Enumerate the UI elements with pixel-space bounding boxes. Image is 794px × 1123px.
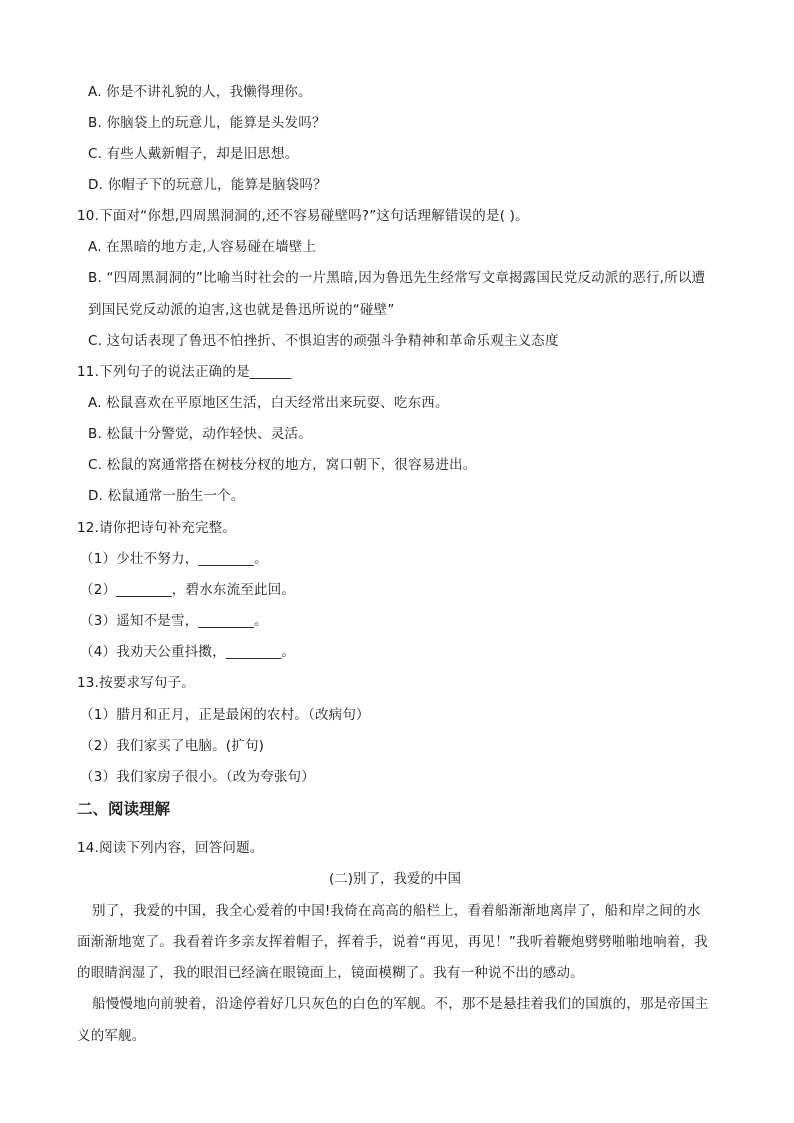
q9-option-b: B. 你脑袋上的玩意儿，能算是头发吗？ [88, 115, 326, 131]
q12-item-3: （3）遥知不是雪，________。 [80, 613, 268, 629]
passage-line-5: 义的军舰。 [77, 1028, 146, 1044]
passage-line-1: 别了，我爱的中国，我全心爱着的中国!我倚在高高的船栏上，看着船渐渐地离岸了，船和岸之间的水 [92, 903, 701, 919]
q12-item-4: （4）我劝天公重抖擞，________。 [80, 644, 296, 660]
passage-line-2: 面渐渐地宽了。我看着许多亲友挥着帽子，挥着手，说着“再见，再见！”我听着鞭炮劈劈啪啪地响着，我 [77, 934, 708, 950]
q13-item-3: （3）我们家房子很小。（改为夸张句） [80, 769, 315, 785]
q9-option-a: A. 你是不讲礼貌的人，我懒得理你。 [88, 84, 312, 100]
q10-option-c: C. 这句话表现了鲁迅不怕挫折、不惧迫害的顽强斗争精神和革命乐观主义态度 [88, 333, 559, 349]
q11-option-b: B. 松鼠十分警觉，动作轻快、灵活。 [88, 426, 312, 442]
passage-title-text: (二)别了，我爱的中国 [328, 871, 462, 887]
q10-option-b: B. “四周黑洞洞的”比喻当时社会的一片黑暗,因为鲁迅先生经常写文章揭露国民党反动派的恶行,所以遭 [88, 270, 706, 286]
q12-stem: 12.请你把诗句补充完整。 [77, 520, 237, 536]
section-title-reading: 二、阅读理解 [77, 800, 171, 818]
q11-option-c: C. 松鼠的窝通常搭在树枝分杈的地方，窝口朝下，很容易进出。 [88, 457, 477, 473]
q12-item-2: （2）________，碧水东流至此回。 [80, 582, 296, 598]
q11-option-d: D. 松鼠通常一胎生一个。 [88, 488, 245, 504]
q10-option-a: A. 在黑暗的地方走,人容易碰在墙壁上 [88, 239, 317, 255]
passage-title [0, 869, 794, 889]
q11-stem: 11.下列句子的说法正确的是______ [77, 364, 292, 380]
q10-option-b-cont: 到国民党反动派的迫害,这也就是鲁迅所说的“碰壁” [88, 302, 395, 318]
q10-stem: 10.下面对“你想,四周黑洞洞的,还不容易碰壁吗?”这句话理解错误的是( )。 [77, 208, 529, 224]
q14-stem: 14.阅读下列内容，回答问题。 [77, 840, 264, 856]
q9-option-d: D. 你帽子下的玩意儿，能算是脑袋吗？ [88, 177, 327, 193]
q13-stem: 13.按要求写句子。 [77, 675, 195, 691]
q13-item-1: （1）腊月和正月，正是最闲的农村。（改病句） [80, 707, 370, 723]
passage-line-4: 船慢慢地向前驶着，沿途停着好几只灰色的白色的军舰。不，那不是悬挂着我们的国旗的，那是帝国主 [92, 996, 709, 1012]
q12-item-1: （1）少壮不努力，________。 [80, 551, 268, 567]
q9-option-c: C. 有些人戴新帽子，却是旧思想。 [88, 146, 299, 162]
q13-item-2: （2）我们家买了电脑。(扩句) [80, 738, 265, 754]
passage-line-3: 的眼睛润湿了，我的眼泪已经滴在眼镜面上，镜面模糊了。我有一种说不出的感动。 [77, 965, 584, 981]
q11-option-a: A. 松鼠喜欢在平原地区生活，白天经常出来玩耍、吃东西。 [88, 395, 449, 411]
